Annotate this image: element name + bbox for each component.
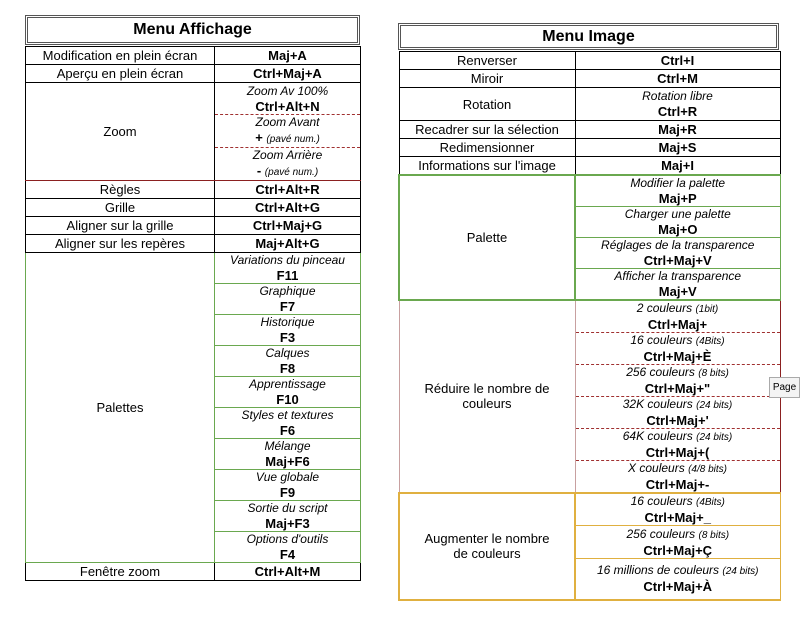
page-tag[interactable]: Page <box>769 377 800 398</box>
row-key: Maj+I <box>575 157 780 175</box>
row-key: Ctrl+I <box>575 52 780 70</box>
item-note: (pavé num.) <box>266 134 320 145</box>
reduce-item <box>575 332 780 364</box>
palettes-row <box>26 253 361 284</box>
row-key: Maj+R <box>575 121 780 139</box>
item-key: Ctrl+Maj+Ç <box>643 542 713 558</box>
increase-label <box>399 493 575 600</box>
zoom-item <box>215 148 361 181</box>
row-key: Ctrl+Maj+G <box>215 217 361 235</box>
row-key: Maj+Alt+G <box>215 235 361 253</box>
table-row <box>26 65 361 83</box>
row-key: Ctrl+Maj+A <box>215 65 361 83</box>
item-desc: Calques <box>265 346 310 360</box>
item-desc: Charger une palette <box>624 206 731 221</box>
increase-row <box>399 493 780 526</box>
reduce-item <box>575 460 780 493</box>
item-key: + <box>255 130 263 145</box>
row-label: Modification en plein écran <box>26 47 215 65</box>
item-desc-line <box>576 527 780 543</box>
item-key: Ctrl+Alt+N <box>255 98 320 114</box>
table-row <box>399 70 780 88</box>
reduce-row <box>399 300 780 333</box>
item-note: (24 bits) <box>696 399 733 411</box>
table-row <box>26 563 361 581</box>
item-key: - <box>256 163 262 178</box>
item-key: F11 <box>276 268 299 283</box>
item-key: F8 <box>279 361 296 376</box>
item-key: F3 <box>279 330 296 345</box>
item-desc: Afficher la transparence <box>614 268 742 283</box>
item-desc: Options d'outils <box>246 532 329 546</box>
menu-image-panel <box>398 23 779 601</box>
item-key: Ctrl+Maj+ <box>647 316 708 332</box>
item-note: (8 bits) <box>698 367 729 379</box>
item-note: (4Bits) <box>695 335 725 347</box>
row-label: Rotation <box>399 88 575 121</box>
row-label: Recadrer sur la sélection <box>399 121 575 139</box>
palette-item <box>215 377 361 408</box>
table-row <box>26 47 361 65</box>
row-key: Maj+A <box>215 47 361 65</box>
item-key: F6 <box>279 423 296 438</box>
increase-item <box>575 526 780 559</box>
item-desc-line <box>576 397 780 413</box>
table-row <box>399 139 780 157</box>
item-key: Ctrl+Maj+" <box>644 380 711 396</box>
item-key: Ctrl+Maj+- <box>645 476 710 492</box>
item-key: Ctrl+Maj+À <box>643 579 713 595</box>
item-key: Maj+F3 <box>265 516 310 531</box>
increase-item <box>575 493 780 526</box>
item-desc: 16 millions de couleurs <box>596 563 720 578</box>
item-desc-line <box>576 365 780 381</box>
reduce-item <box>575 364 780 396</box>
item-desc: Zoom Av 100% <box>246 83 329 98</box>
row-label: Redimensionner <box>399 139 575 157</box>
table-row <box>399 157 780 175</box>
item-desc: 64K couleurs <box>622 428 693 443</box>
item-key: Maj+O <box>658 221 698 237</box>
row-key: Ctrl+Alt+R <box>215 181 361 199</box>
row-label: Informations sur l'image <box>399 157 575 175</box>
item-desc: 256 couleurs <box>626 526 696 541</box>
item-key: Ctrl+Maj+V <box>643 252 712 268</box>
item-note: (4Bits) <box>695 496 725 508</box>
item-note: (8 bits) <box>698 529 730 541</box>
item-desc-line <box>576 333 780 349</box>
item-note: (24 bits) <box>696 431 733 443</box>
item-key: F10 <box>276 392 299 407</box>
item-desc: Variations du pinceau <box>230 253 345 267</box>
item-desc: Historique <box>260 315 315 329</box>
row-key: Ctrl+Alt+G <box>215 199 361 217</box>
item-desc: Rotation libre <box>642 89 713 103</box>
item-note: (pavé num.) <box>264 167 319 178</box>
item-desc-line <box>576 301 780 317</box>
item-desc: Zoom Avant <box>255 115 320 129</box>
menu-affichage-table <box>25 46 361 581</box>
reduce-label <box>399 300 575 493</box>
item-note: (1bit) <box>695 303 719 315</box>
zoom-item <box>215 83 361 115</box>
table-row <box>26 181 361 199</box>
palette-item <box>215 284 361 315</box>
item-key: Ctrl+Maj+' <box>646 412 709 428</box>
row-label: Renverser <box>399 52 575 70</box>
item-desc-line <box>576 563 780 579</box>
item-desc: X couleurs <box>628 460 685 475</box>
palette-row <box>399 175 780 207</box>
item-key: Ctrl+Maj+_ <box>644 509 711 525</box>
item-desc: Modifier la palette <box>630 175 726 190</box>
row-label: Grille <box>26 199 215 217</box>
item-note: (4/8 bits) <box>688 463 727 475</box>
palette-item <box>215 408 361 439</box>
row-key: Ctrl+Alt+M <box>215 563 361 581</box>
table-row <box>26 235 361 253</box>
table-row <box>399 121 780 139</box>
item-desc: 16 couleurs <box>630 332 693 347</box>
item-key-line <box>255 130 320 145</box>
rotation-item <box>575 88 780 121</box>
row-label: Aligner sur la grille <box>26 217 215 235</box>
item-desc: 2 couleurs <box>636 300 693 315</box>
palette-item <box>575 237 780 268</box>
palette-item <box>215 346 361 377</box>
palette-item <box>215 439 361 470</box>
palettes-label: Palettes <box>26 253 215 563</box>
menu-image-table <box>398 51 781 601</box>
item-key: Ctrl+Maj+È <box>643 348 712 364</box>
palette-item <box>215 532 361 563</box>
item-key: F9 <box>279 485 296 500</box>
row-label: Fenêtre zoom <box>26 563 215 581</box>
increase-item <box>575 559 780 600</box>
item-key: Maj+F6 <box>265 454 310 469</box>
item-key-line <box>257 163 318 178</box>
item-desc: Vue globale <box>255 470 320 484</box>
row-label: Règles <box>26 181 215 199</box>
rotation-row <box>399 88 780 121</box>
menu-affichage-title: Menu Affichage <box>25 15 360 45</box>
row-label: Aperçu en plein écran <box>26 65 215 83</box>
item-note: (24 bits) <box>722 566 759 578</box>
item-key: Maj+V <box>658 283 697 299</box>
item-desc-line <box>576 494 780 510</box>
zoom-row <box>26 83 361 115</box>
reduce-item <box>575 396 780 428</box>
table-row <box>26 199 361 217</box>
item-desc: Styles et textures <box>241 408 334 422</box>
palette-item <box>215 501 361 532</box>
item-desc: Zoom Arrière <box>252 148 323 162</box>
zoom-label: Zoom <box>26 83 215 181</box>
row-label: Aligner sur les repères <box>26 235 215 253</box>
table-row <box>399 52 780 70</box>
increase-label-text: Augmenter le nombre de couleurs <box>424 531 550 561</box>
palette-item <box>575 206 780 237</box>
menu-image-title: Menu Image <box>398 23 779 50</box>
item-desc: 32K couleurs <box>622 396 693 411</box>
item-desc: Graphique <box>259 284 316 298</box>
palette-item <box>215 315 361 346</box>
reduce-item <box>575 428 780 460</box>
palette-item <box>575 175 780 207</box>
item-key: F4 <box>279 547 296 562</box>
row-label: Miroir <box>399 70 575 88</box>
reduce-item <box>575 300 780 333</box>
item-key: Ctrl+Maj+( <box>645 444 710 460</box>
menu-affichage-panel <box>25 15 360 581</box>
item-key: Ctrl+R <box>657 104 698 119</box>
reduce-label-text: Réduire le nombre de couleurs <box>424 381 550 411</box>
table-row <box>26 217 361 235</box>
item-key: F7 <box>279 299 296 314</box>
item-desc: 256 couleurs <box>626 364 695 379</box>
zoom-item <box>215 115 361 148</box>
item-desc: 16 couleurs <box>630 493 693 508</box>
palette-item <box>215 470 361 501</box>
item-desc: Réglages de la transparence <box>601 237 755 252</box>
item-desc: Mélange <box>264 439 311 453</box>
item-key: Maj+P <box>658 190 697 206</box>
item-desc: Apprentissage <box>249 377 326 391</box>
item-desc-line <box>576 461 780 477</box>
item-desc-line <box>576 429 780 445</box>
palette-label: Palette <box>399 175 575 300</box>
row-key: Maj+S <box>575 139 780 157</box>
item-desc: Sortie du script <box>247 501 328 515</box>
palette-item <box>575 268 780 300</box>
palette-item <box>215 253 361 284</box>
row-key: Ctrl+M <box>575 70 780 88</box>
